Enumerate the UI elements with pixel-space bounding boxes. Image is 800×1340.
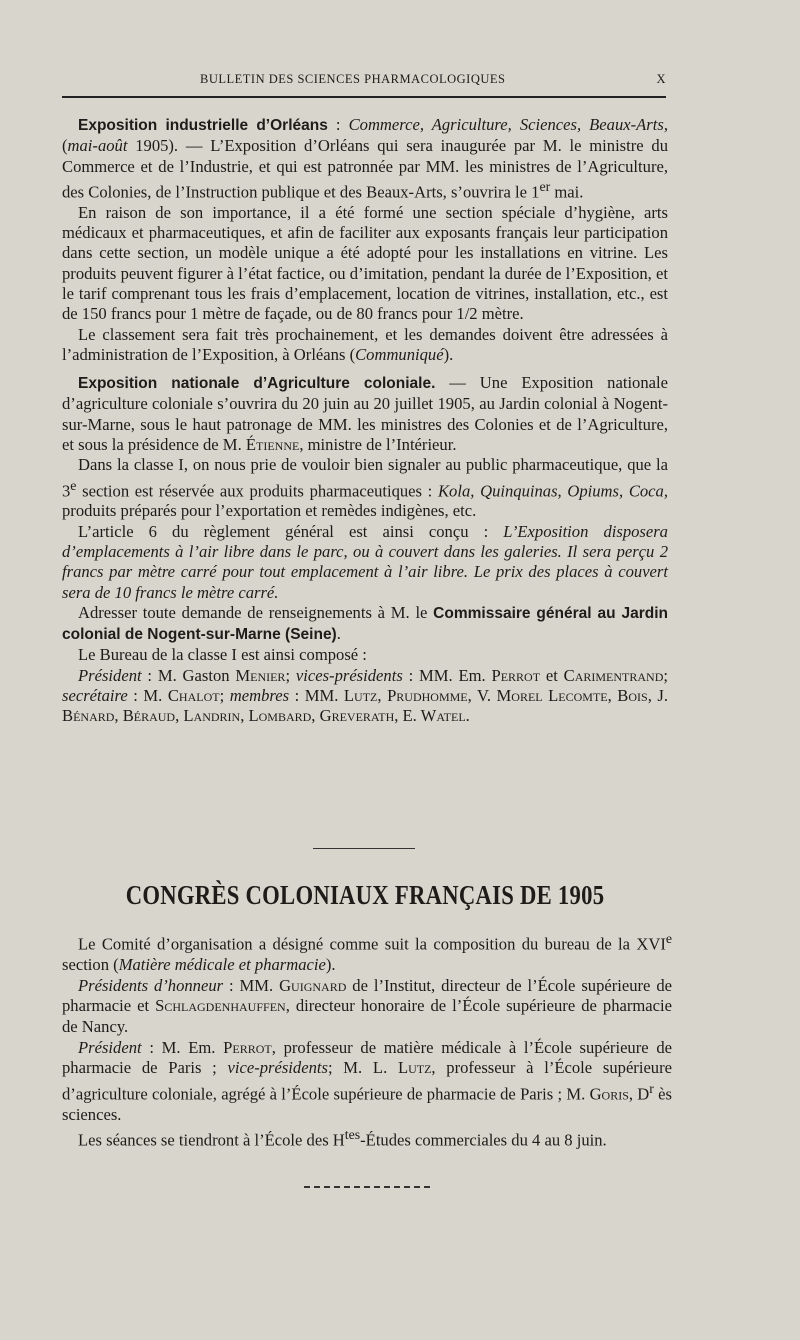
agri-p2-end: produits préparés pour l’exportation et remèdes indigènes, etc. — [62, 501, 477, 521]
page-number: X — [656, 72, 666, 86]
orleans-note: Communiqué — [355, 344, 444, 364]
orleans-dates: mai-août — [67, 136, 128, 156]
agri-paragraph-2 — [62, 455, 668, 521]
article-news — [62, 115, 668, 727]
congres-p1-end: ). — [325, 955, 336, 975]
congres-p4-text: Les séances se tiendront à l’École des H — [78, 1130, 345, 1150]
agri-paragraph-6: Président : M. Gaston Menier; vices-présidents : MM. Em. Perrot et Carimentrand; secrétaire : M. Chalot; membres : MM. Lutz, Prudhomme, V. Morel Lecomte, Bois, J. Bénard, Béraud, Landrin, Lombard, Greverath, E. Watel. — [62, 665, 668, 726]
agri-p4-bold: Commissaire général au Jardin colonial de Nogent-sur-Marne (Seine) — [62, 604, 668, 644]
agri-heading: Exposition nationale d’Agriculture coloniale. — [78, 375, 436, 393]
orleans-p3-end: ). — [443, 344, 454, 364]
agri-p2-text2: section est réservée aux produits pharmaceutiques : — [76, 481, 438, 501]
congres-p1-text2: section ( — [62, 955, 119, 975]
agri-members-end: . — [465, 706, 470, 726]
congres-paragraph-2 — [62, 976, 672, 1038]
congres-p3-text: : M. Em. — [141, 1037, 224, 1057]
agri-p1-name: Étienne — [245, 434, 300, 454]
agri-sec-text: : M. — [127, 686, 168, 706]
congres-p3-sup: r — [649, 1080, 654, 1096]
congres-p4-end: -Études commerciales du 4 au 8 juin. — [360, 1130, 607, 1150]
orleans-subtitle: Commerce, Agriculture, Sciences, Beaux-Arts — [348, 115, 664, 134]
congres-p2-end: , directeur honoraire de l’École supérieure de pharmacie de Nancy. — [62, 996, 672, 1036]
congres-title: CONGRÈS COLONIAUX FRANÇAIS DE 1905 — [125, 880, 605, 910]
congres-p3-text2: , professeur de matière médicale à l’École supérieure de pharmacie de Paris ; — [62, 1037, 672, 1078]
agri-p4-end: . — [336, 624, 341, 644]
congres-paragraph-4 — [62, 1125, 672, 1151]
congres-p3-name1: Perrot — [223, 1037, 272, 1057]
congres-p2-name1: Guignard — [279, 975, 347, 995]
congres-p1-text: Le Comité d’organisation a désigné comme suit la composition du bureau de la XVI — [78, 934, 666, 954]
header-rule — [62, 96, 666, 98]
congres-p1-section: Matière médicale et pharmacie — [118, 955, 326, 975]
agri-p4-text: Adresser toute demande de renseignements à M. le — [78, 602, 434, 622]
agri-sec-name: Chalot — [167, 686, 220, 706]
agri-p1-end: , ministre de l’Intérieur. — [299, 434, 457, 454]
congres-paragraph-3 — [62, 1038, 672, 1126]
section-divider — [313, 848, 415, 849]
agri-paragraph-5: Le Bureau de la classe I est ainsi composé : — [78, 645, 367, 665]
agri-vp-text: : MM. Em. — [402, 665, 492, 685]
agri-paragraph-1 — [62, 373, 668, 455]
end-divider — [304, 1186, 430, 1188]
agri-president-name: Menier — [235, 665, 286, 685]
congres-p1-sup: e — [665, 931, 672, 946]
congres-p3-label: Président — [78, 1037, 142, 1057]
agri-president-label: Président — [78, 665, 142, 685]
agri-vp-name2: Carimentrand — [563, 665, 664, 685]
congres-p2-name2: Schlagdenhauffen — [155, 996, 286, 1016]
article-congres — [62, 929, 672, 1152]
congres-p3-name2: Lutz — [397, 1058, 432, 1078]
agri-p2-text: Dans la classe I, on nous prie de vouloir bien signaler au public pharmaceutique, que la 3 — [62, 455, 668, 501]
orleans-paragraph-1: Exposition industrielle d’Orléans : Commerce, Agriculture, Sciences, Beaux-Arts, (mai-août 1905). — L’Exposition d’Orléans qui sera inaugurée par M. le ministre du Commerce et de l’Industrie, et qui est patronnée par MM. les ministres de l’Agriculture, des Colonies, de l’Instruction publique et des Beaux-Arts, s’ouvrira le 1er mai. — [62, 115, 668, 202]
agri-p2-sup: e — [70, 477, 77, 493]
orleans-intro: 1905). — L’Exposition d’Orléans qui sera inaugurée par M. le ministre du Commerce et de l’Industrie, et qui est patronnée par MM. les ministres de l’Agriculture, des Colonies, de l’Instruction publique et des Beaux-Arts, s’ouvrira le 1 — [62, 136, 668, 202]
agri-p2-list: Kola, Quinquinas, Opiums, Coca, — [437, 481, 668, 501]
agri-members-text: : MM. — [289, 686, 344, 706]
agri-sec-label: secrétaire — [62, 686, 128, 706]
congres-p3-end: ès sciences. — [62, 1084, 672, 1124]
orleans-paragraph-3 — [62, 325, 668, 366]
agri-members-names: Lutz, Prudhomme, V. Morel Lecomte, Bois, J. Bénard, Béraud, Landrin, Lombard, Greverath, E. Watel — [62, 686, 668, 726]
agri-vp-label: vices-présidents — [295, 665, 403, 685]
congres-p4-sup: tes — [344, 1127, 361, 1143]
agri-p3-text: L’article 6 du règlement général est ainsi conçu : — [78, 521, 504, 541]
orleans-p3-text: Le classement sera fait très prochainement, et les demandes doivent être adressées à l’administration de l’Exposition, à Orléans ( — [62, 324, 668, 364]
congres-p2-text2: de l’Institut, directeur de l’École supérieure de pharmacie et — [62, 975, 672, 1016]
congres-paragraph-1 — [62, 929, 672, 976]
orleans-paragraph-2: En raison de son importance, il a été formé une section spéciale d’hygiène, arts médicaux et pharmaceutiques, et afin de faciliter aux exposants français leur participation dans cette section, un modèle unique a été adopté pour les installations en vitrine. Les produits peuvent figurer à l’état factice, ou d’imitation, pendant la durée de l’Exposition, et le tarif comprenant tous les frais d’emplacement, location de vitrines, installation, etc., est de 150 francs pour 1 mètre de façade, ou de 80 francs pour 1/2 mètre. — [62, 202, 668, 324]
agri-p3-quote: L’Exposition disposera d’emplacements à l’air libre dans le parc, ou à couvert dans les galeries. Il sera perçu 2 francs par mètre carré pour tout emplacement à l’air libre. Le prix des places à couvert sera de 10 francs le mètre carré. — [62, 521, 668, 602]
agri-paragraph-3 — [62, 522, 668, 603]
agri-president-text: : M. Gaston — [141, 665, 236, 685]
congres-p2-label: Présidents d’honneur — [78, 975, 224, 995]
orleans-heading: Exposition industrielle d’Orléans — [78, 117, 328, 134]
journal-title: BULLETIN DES SCIENCES PHARMACOLOGIQUES — [200, 72, 506, 86]
orleans-intro-sup: er — [539, 178, 551, 194]
congres-p3-vp-label: vice-présidents — [227, 1058, 328, 1078]
congres-p3-name3: Goris — [589, 1084, 629, 1104]
congres-p3-text3: ; M. L. — [327, 1058, 398, 1078]
agri-vp-and: et — [540, 665, 564, 685]
congres-p2-text: : MM. — [223, 975, 280, 995]
orleans-intro-end: mai. — [550, 182, 584, 202]
agri-vp-name1: Perrot — [491, 665, 541, 685]
congres-p3-text5: , D — [628, 1084, 650, 1104]
congres-p3-text4: , professeur à l’École supérieure d’agriculture coloniale, agrégé à l’École supérieure de pharmacie de Paris ; M. — [62, 1058, 672, 1104]
agri-paragraph-4 — [62, 603, 668, 646]
agri-p1-text: — Une Exposition nationale d’agriculture coloniale s’ouvrira du 20 juin au 20 juillet 1905, au Jardin colonial à Nogent-sur-Marne, sous le haut patronage de MM. les ministres des Colonies et de l’Agriculture, et sous la présidence de M. — [62, 373, 668, 454]
agri-members-label: membres — [229, 686, 290, 706]
